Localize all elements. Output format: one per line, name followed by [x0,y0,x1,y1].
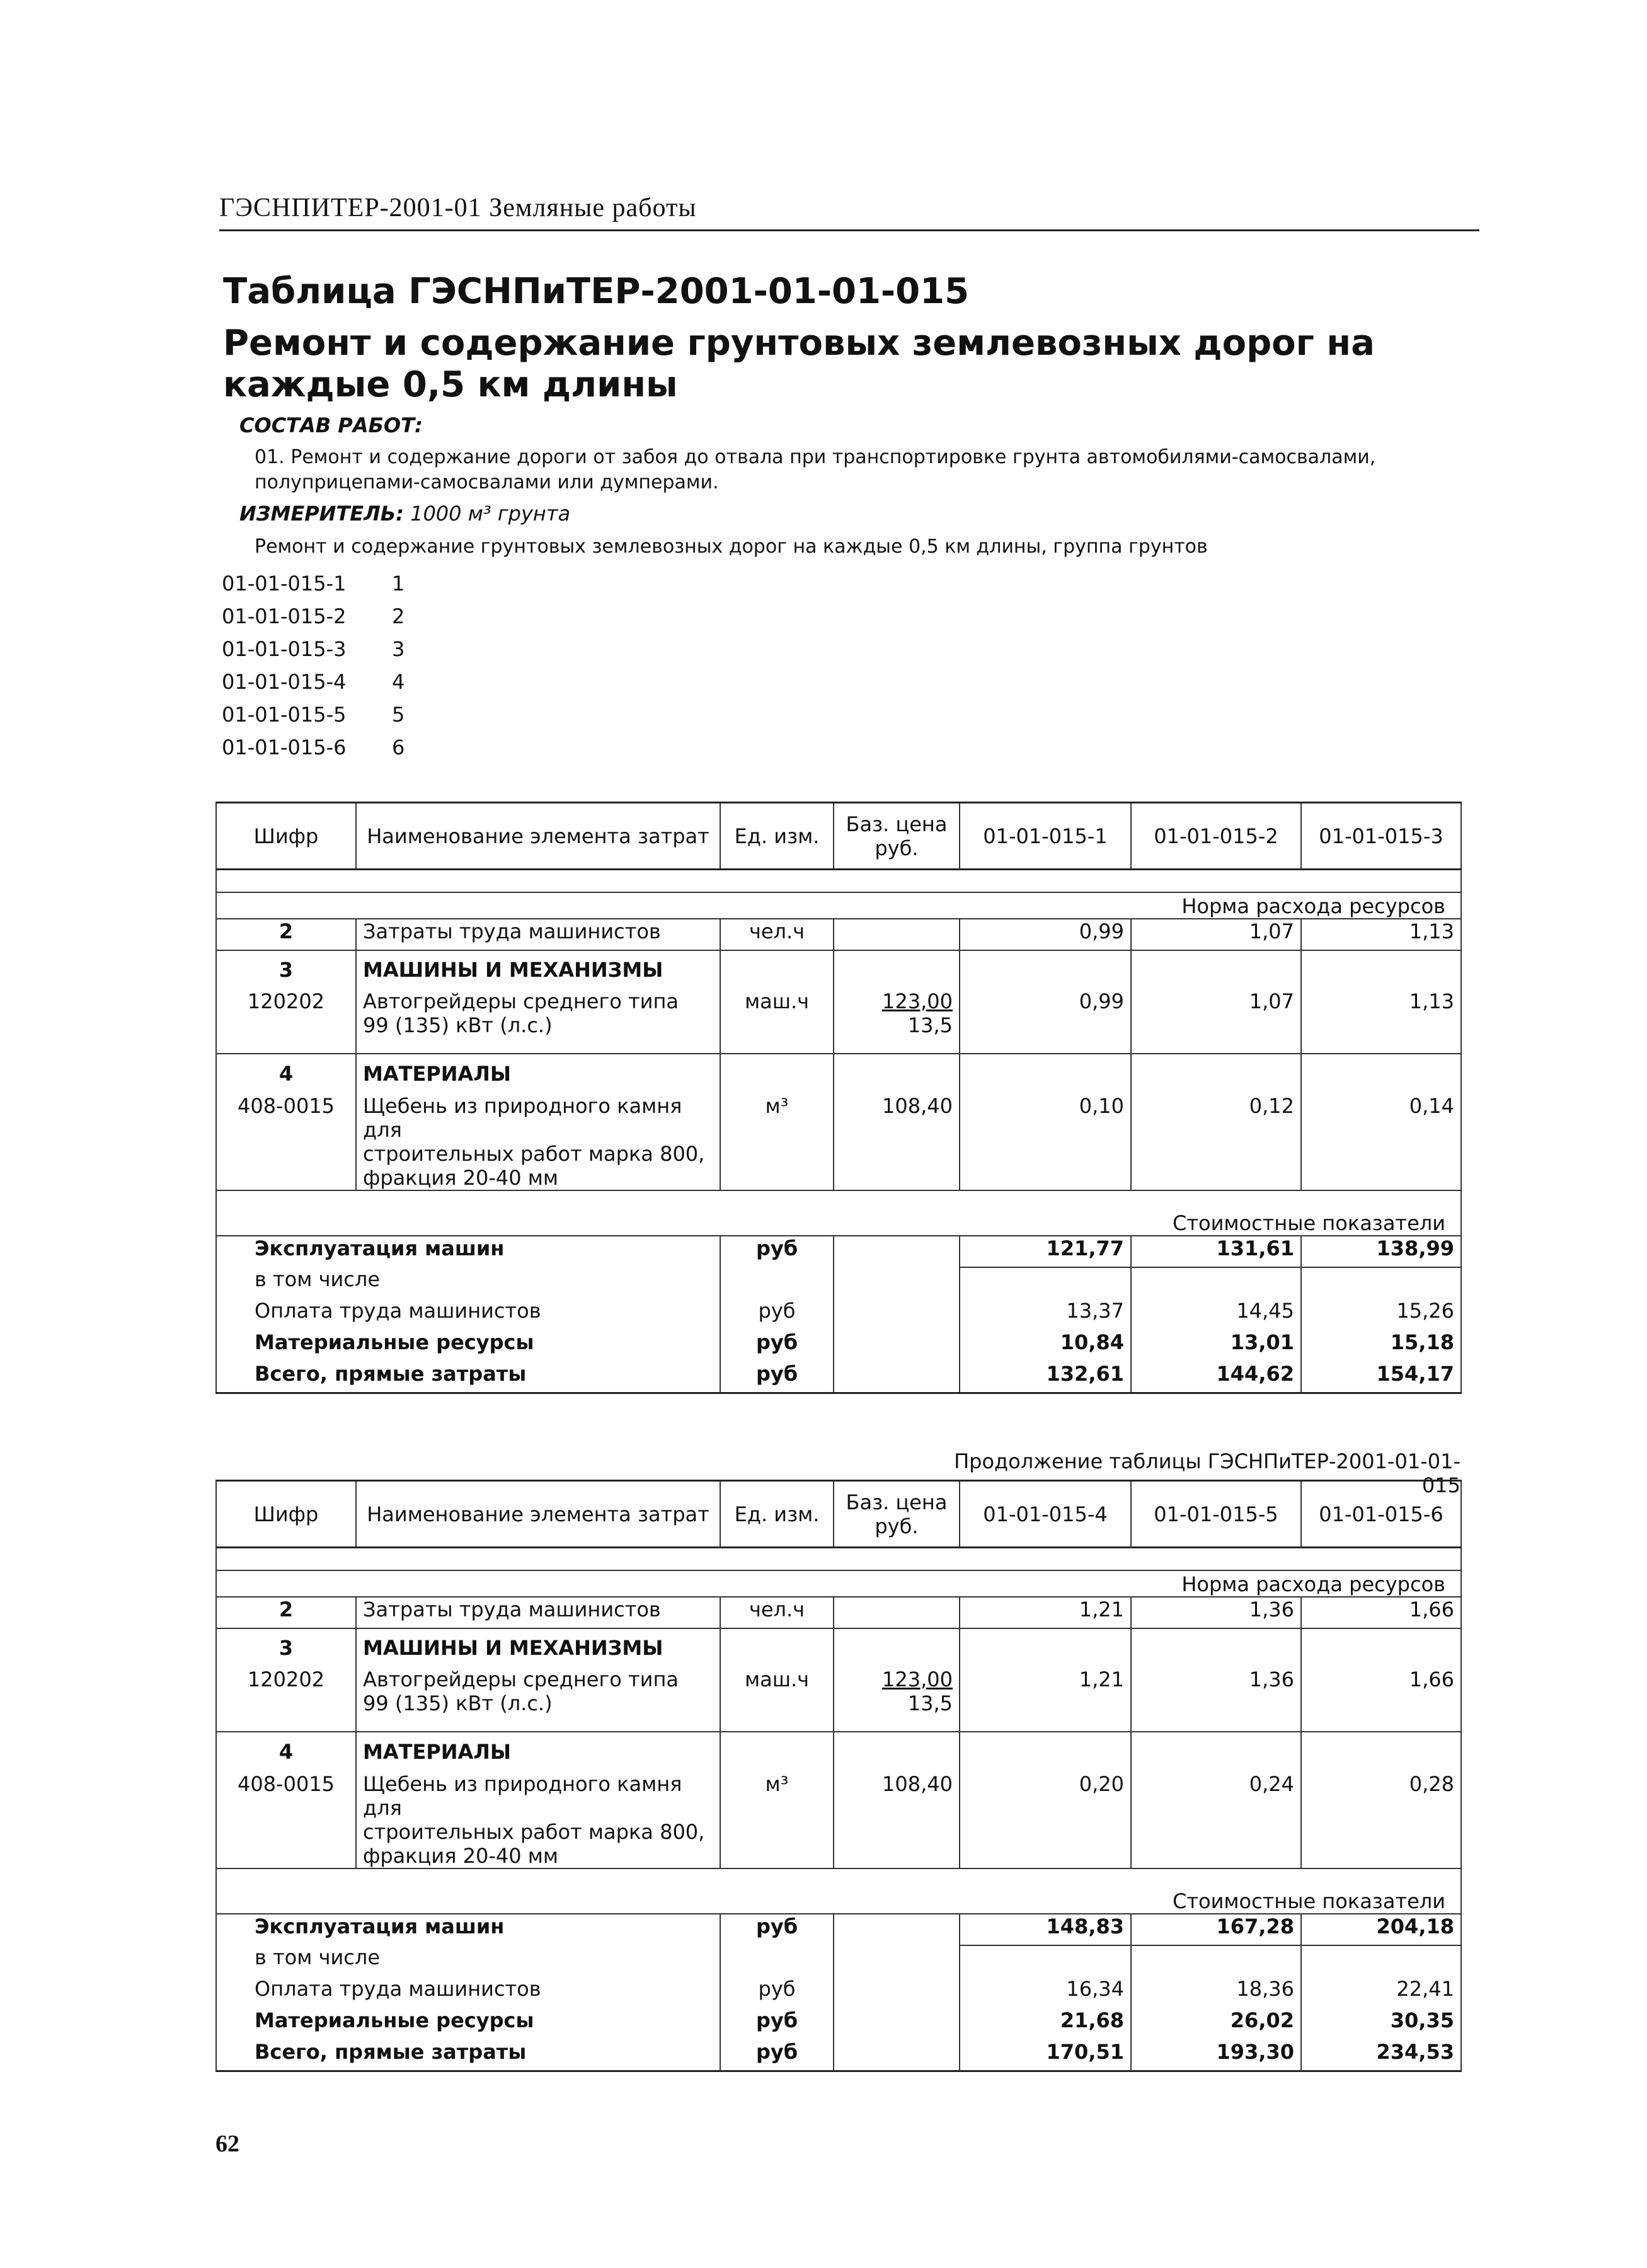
row-unit: м³ [720,1772,834,1868]
materials-header-row [216,1054,1461,1094]
row-unit: маш.ч [720,1667,834,1732]
value-cell: 121,77 [960,1236,1131,1267]
group-number: 6 [392,735,405,759]
materials-cost-row [216,1330,1461,1362]
cipher-header: Шифр [216,803,356,870]
cost-label: Всего, прямые затраты [216,2040,720,2071]
value-cell: 144,62 [1131,1362,1301,1393]
code-list [222,567,405,764]
spacer-row [216,870,1461,892]
cost-unit: руб [720,1977,834,2008]
row-unit: м³ [720,1094,834,1190]
row-unit: чел.ч [720,1597,834,1628]
column-header: 01-01-015-2 [1131,803,1301,870]
norm-table-2 [215,1480,1462,2072]
group-caption: Ремонт и содержание грунтовых землевозных дорог на каждые 0,5 км длины, группа грунтов [255,536,1208,558]
cost-unit: руб [720,1330,834,1362]
cost-band-label: Стоимостные показатели [216,1868,1461,1914]
cost-band-row [216,1190,1461,1236]
row-code: 2 [216,1597,356,1628]
cost-unit: руб [720,1236,834,1267]
code: 01-01-015-5 [222,703,347,727]
code-row [222,633,405,665]
code-row [222,665,405,698]
group-number: 5 [392,703,405,727]
value-cell: 14,45 [1131,1299,1301,1330]
unit-header: Ед. изм. [720,1481,834,1548]
unit-header: Ед. изм. [720,803,834,870]
value-cell: 21,68 [960,2008,1131,2040]
exploitation-row [216,1914,1461,1945]
value-cell: 1,36 [1131,1667,1301,1732]
total-row [216,2040,1461,2071]
work-composition-label: СОСТАВ РАБОТ: [239,413,423,437]
row-code: 408-0015 [216,1772,356,1868]
continuation-caption: Продолжение таблицы ГЭСНПиТЕР-2001-01-01-015 [954,1449,1460,1497]
group-number: 1 [392,572,405,596]
base-price-header: Баз. цена руб. [834,803,960,870]
norm-band-label: Норма расхода ресурсов [216,892,1461,919]
row-name: Щебень из природного камня для строительных работ марка 800, фракция 20-40 мм [356,1094,720,1190]
table-subtitle: Ремонт и содержание грунтовых землевозных дорог на каждые 0,5 км длины [223,323,1375,405]
norm-band-label: Норма расхода ресурсов [216,1570,1461,1597]
including-row [216,1267,1461,1299]
grader-row [216,1667,1461,1732]
value-cell: 1,21 [960,1667,1131,1732]
code-row [222,731,405,764]
spacer-row [216,1548,1461,1570]
value-cell: 167,28 [1131,1914,1301,1945]
row-name: Щебень из природного камня для строительных работ марка 800, фракция 20-40 мм [356,1772,720,1868]
row-code: 2 [216,919,356,950]
norm-band-row [216,1570,1461,1597]
cost-unit: руб [720,1914,834,1945]
row-name: МАШИНЫ И МЕХАНИЗМЫ [356,950,720,989]
row-name: МАТЕРИАЛЫ [356,1054,720,1094]
value-cell: 0,99 [960,989,1131,1054]
cost-band-label: Стоимостные показатели [216,1190,1461,1236]
page-number: 62 [215,2131,239,2157]
base-price-header: Баз. цена руб. [834,1481,960,1548]
value-cell: 30,35 [1301,2008,1461,2040]
row-price [834,919,960,950]
group-number: 3 [392,637,405,661]
code: 01-01-015-3 [222,637,347,661]
row-price: 108,40 [834,1094,960,1190]
including-row [216,1945,1461,1977]
value-cell: 13,01 [1131,1330,1301,1362]
value-cell: 26,02 [1131,2008,1301,2040]
row-code: 4 [216,1054,356,1094]
row-name: Затраты труда машинистов [356,919,720,950]
machines-header-row [216,950,1461,989]
value-cell: 1,07 [1131,919,1301,950]
value-cell: 132,61 [960,1362,1131,1393]
header-row [216,803,1461,870]
cost-unit: руб [720,2008,834,2040]
cost-label: Материальные ресурсы [216,2008,720,2040]
machines-header-row [216,1628,1461,1667]
cipher-header: Шифр [216,1481,356,1548]
cost-unit: руб [720,2040,834,2071]
value-cell: 0,20 [960,1772,1131,1868]
header-row [216,1481,1461,1548]
column-header: 01-01-015-4 [960,1481,1131,1548]
row-code: 3 [216,950,356,989]
name-header: Наименование элемента затрат [356,803,720,870]
row-name: МАШИНЫ И МЕХАНИЗМЫ [356,1628,720,1667]
row-price: 123,00 13,5 [834,989,960,1054]
materials-header-row [216,1732,1461,1772]
cost-label: Оплата труда машинистов [216,1299,720,1330]
value-cell: 193,30 [1131,2040,1301,2071]
row-unit: маш.ч [720,989,834,1054]
code-row [222,567,405,600]
row-unit: чел.ч [720,919,834,950]
materials-cost-row [216,2008,1461,2040]
header-rule [219,229,1479,231]
gravel-row [216,1094,1461,1190]
row-name: Автогрейдеры среднего типа 99 (135) кВт (л.с.) [356,989,720,1054]
value-cell: 138,99 [1301,1236,1461,1267]
measure-line [239,502,570,526]
value-cell: 22,41 [1301,1977,1461,2008]
value-cell: 170,51 [960,2040,1131,2071]
value-cell: 131,61 [1131,1236,1301,1267]
value-cell: 1,13 [1301,919,1461,950]
name-header: Наименование элемента затрат [356,1481,720,1548]
value-cell: 1,36 [1131,1597,1301,1628]
cost-label: Эксплуатация машин [216,1914,720,1945]
cost-label: Эксплуатация машин [216,1236,720,1267]
norm-table-1 [215,802,1462,1394]
cost-label: Всего, прямые затраты [216,1362,720,1393]
group-number: 2 [392,604,405,628]
table-title: Таблица ГЭСНПиТЕР-2001-01-01-015 [223,271,970,312]
exploitation-row [216,1236,1461,1267]
value-cell: 15,18 [1301,1330,1461,1362]
measure-label: ИЗМЕРИТЕЛЬ: [239,502,404,526]
total-row [216,1362,1461,1393]
running-head: ГЭСНПИТЕР-2001-01 Земляные работы [219,193,697,222]
value-cell: 10,84 [960,1330,1131,1362]
row-code: 3 [216,1628,356,1667]
value-cell: 1,13 [1301,989,1461,1054]
cost-label: в том числе [216,1267,720,1299]
operator-pay-row [216,1977,1461,2008]
gravel-row [216,1772,1461,1868]
column-header: 01-01-015-1 [960,803,1131,870]
column-header: 01-01-015-6 [1301,1481,1461,1548]
cost-label: Материальные ресурсы [216,1330,720,1362]
measure-value: 1000 м³ грунта [410,502,571,526]
labor-row [216,919,1461,950]
column-header: 01-01-015-5 [1131,1481,1301,1548]
value-cell: 0,28 [1301,1772,1461,1868]
value-cell: 0,99 [960,919,1131,950]
row-code: 4 [216,1732,356,1772]
value-cell: 0,10 [960,1094,1131,1190]
value-cell: 148,83 [960,1914,1131,1945]
code-row [222,698,405,731]
grader-row [216,989,1461,1054]
code: 01-01-015-6 [222,735,347,759]
value-cell: 154,17 [1301,1362,1461,1393]
value-cell: 0,12 [1131,1094,1301,1190]
row-code: 408-0015 [216,1094,356,1190]
code-row [222,600,405,633]
operator-pay-row [216,1299,1461,1330]
cost-label: в том числе [216,1945,720,1977]
cost-label: Оплата труда машинистов [216,1977,720,2008]
group-number: 4 [392,670,405,694]
value-cell: 204,18 [1301,1914,1461,1945]
code: 01-01-015-1 [222,572,347,596]
value-cell: 1,66 [1301,1597,1461,1628]
value-cell: 1,66 [1301,1667,1461,1732]
row-name: Автогрейдеры среднего типа 99 (135) кВт (л.с.) [356,1667,720,1732]
row-price: 123,00 13,5 [834,1667,960,1732]
value-cell: 234,53 [1301,2040,1461,2071]
row-price [834,1597,960,1628]
row-code: 120202 [216,1667,356,1732]
norm-band-row [216,892,1461,919]
value-cell: 0,14 [1301,1094,1461,1190]
value-cell: 15,26 [1301,1299,1461,1330]
labor-row [216,1597,1461,1628]
value-cell: 13,37 [960,1299,1131,1330]
row-name: Затраты труда машинистов [356,1597,720,1628]
row-price: 108,40 [834,1772,960,1868]
work-item: 01. Ремонт и содержание дороги от забоя до отвала при транспортировке грунта автомобилями-самосвалами, полуприцепами-самосвалами или думперами. [255,446,1376,493]
row-code: 120202 [216,989,356,1054]
column-header: 01-01-015-3 [1301,803,1461,870]
value-cell: 16,34 [960,1977,1131,2008]
cost-unit: руб [720,1299,834,1330]
cost-band-row [216,1868,1461,1914]
cost-unit: руб [720,1362,834,1393]
code: 01-01-015-2 [222,604,347,628]
code: 01-01-015-4 [222,670,347,694]
value-cell: 1,21 [960,1597,1131,1628]
row-name: МАТЕРИАЛЫ [356,1732,720,1772]
value-cell: 0,24 [1131,1772,1301,1868]
value-cell: 18,36 [1131,1977,1301,2008]
value-cell: 1,07 [1131,989,1301,1054]
